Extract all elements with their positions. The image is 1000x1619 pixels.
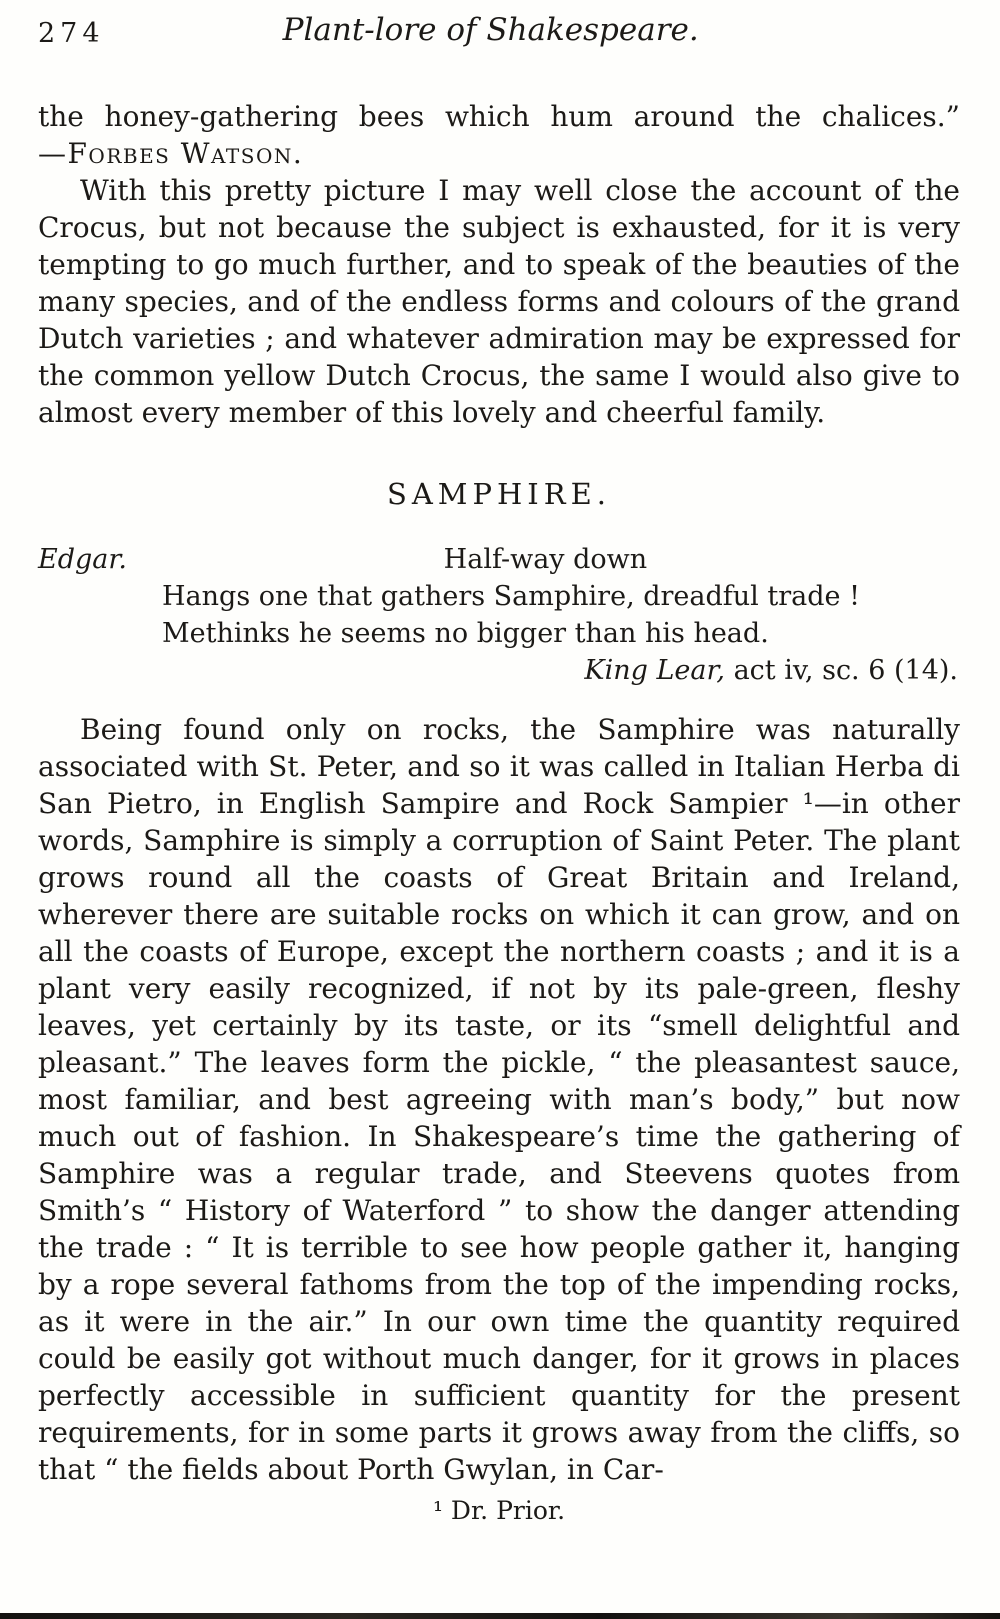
epigraph-first-line [38,541,960,578]
footnote: ¹ Dr. Prior. [432,1496,566,1525]
page-header [38,12,960,64]
paragraph-samphire: Being found only on rocks, the Samphire was naturally associated with St. Peter, and so it was called in Italian Herba di San Pietro, in English Sampire and Rock Sampier ¹—in other words, Samphire is simply a corruption of Saint Peter. The plant grows round all the coasts of Great Britain and Ireland, wherever there are suitable rocks on which it can grow, and on all the coasts of Europe, except the northern coasts ; and it is a plant very easily recognized, if not by its pale-green, fleshy leaves, yet certainly by its taste, or its “smell delightful and pleasant.” The leaves form the pickle, “ the pleasantest sauce, most familiar, and best agreeing with man’s body,” but now much out of fashion. In Shakespeare’s time the gathering of Samphire was a regular trade, and Steevens quotes from Smith’s “ History of Waterford ” to show the danger attending the trade : “ It is terrible to see how people gather it, hanging by a rope several fathoms from the top of the impending rocks, as it were in the air.” In our own time the quantity required could be easily got without much danger, for it grows in places perfectly accessible in sufficient quantity for the present requirements, for in some parts it grows away from the cliffs, so that “ the fields about Porth Gwylan, in Car- [38,713,960,1486]
page-body [38,98,960,1525]
page-number: 274 [38,18,105,49]
scan-edge-artifact [0,1613,1000,1619]
epigraph [38,541,960,689]
paragraph-crocus: With this pretty picture I may well close the account of the Crocus, but not because the subject is exhausted, for it is very tempting to go much further, and to speak of the beauties of the many species, and of the endless forms and colours of the grand Dutch varieties ; and whatever admiration may be expressed for the common yellow Dutch Crocus, the same I would also give to almost every member of this lovely and cheerful family. [38,174,960,429]
epigraph-half-line: Half-way down [443,544,648,575]
citation-detail: act iv, sc. 6 (14). [725,655,958,686]
running-title: Plant-lore of Shakespeare. [282,12,699,48]
section-heading: SAMPHIRE. [387,477,611,511]
epigraph-citation [38,652,960,689]
epigraph-speaker: Edgar. [38,544,127,575]
epigraph-verse-line: Methinks he seems no bigger than his head. [162,618,769,649]
quote-continuation: the honey-gathering bees which hum around the chalices.” [38,100,960,133]
citation-work: King Lear, [584,655,725,686]
quote-attribution: —Forbes Watson. [38,137,304,170]
epigraph-verse-line: Hangs one that gathers Samphire, dreadful trade ! [162,581,860,612]
